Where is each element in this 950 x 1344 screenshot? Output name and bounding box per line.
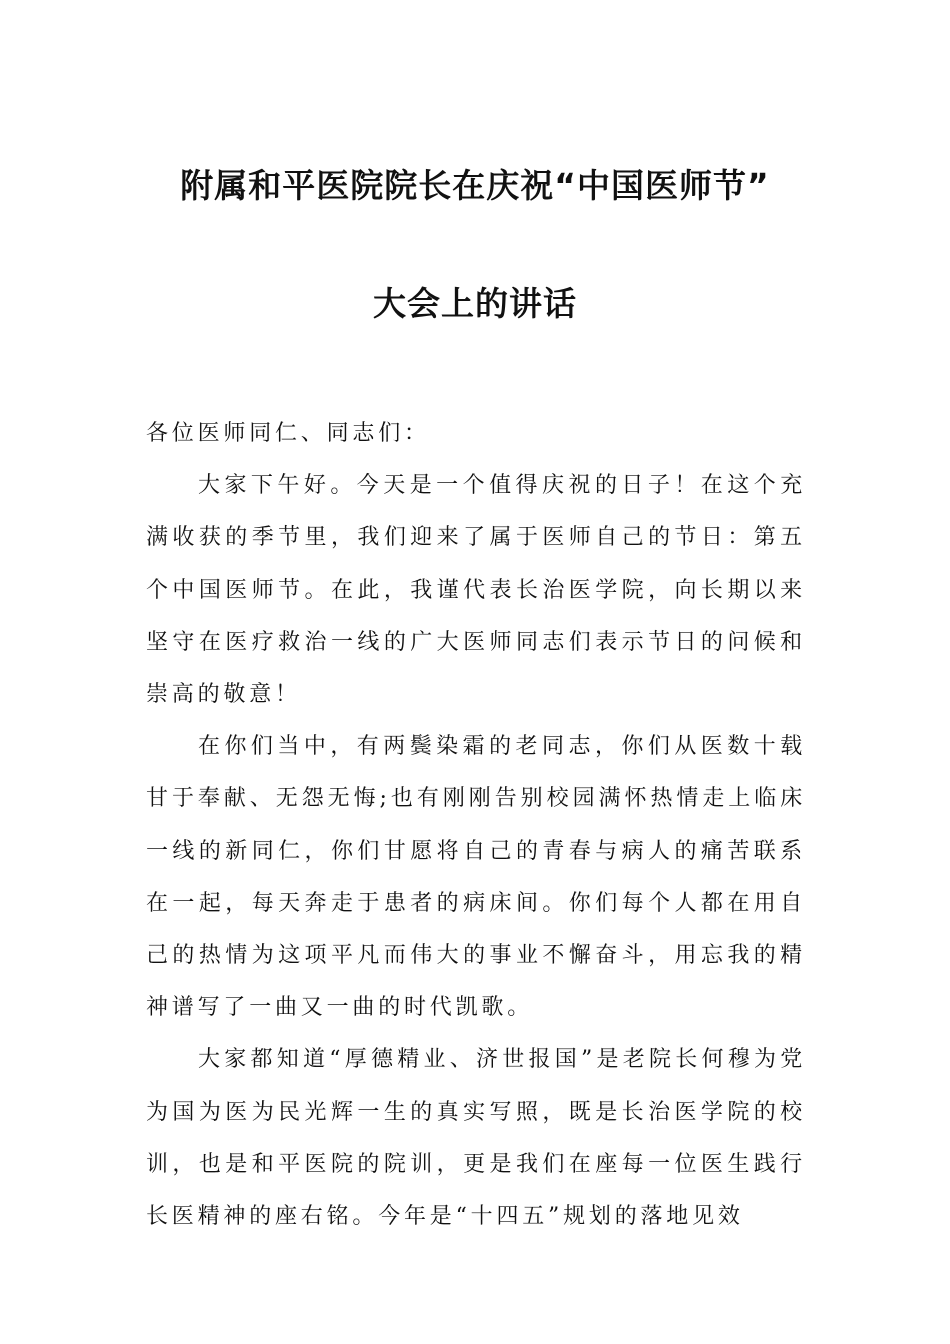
salutation: 各位医师同仁、同志们：	[146, 421, 430, 446]
paragraph-2: 在你们当中，有两鬓染霜的老同志，你们从医数十载甘于奉献、无怨无悔;也有刚刚告别校园满怀热情走上临床一线的新同仁，你们甘愿将自己的青春与病人的痛苦联系在一起，每天奔走于患者的病床间。你们每个人都在用自己的热情为这项平凡而伟大的事业不懈奋斗，用忘我的精神谱写了一曲又一曲的时代凯歌。	[146, 734, 806, 1021]
paragraph-1: 大家下午好。今天是一个值得庆祝的日子！在这个充满收获的季节里，我们迎来了属于医师自己的节日：第五个中国医师节。在此，我谨代表长治医学院，向长期以来坚守在医疗救治一线的广大医师同志们表示节日的问候和崇高的敬意！	[146, 473, 806, 708]
speech-body	[146, 408, 806, 1243]
title-line-1: 附属和平医院院长在庆祝“中国医师节”	[180, 166, 770, 205]
title-line-2: 大会上的讲话	[373, 284, 577, 323]
paragraph-3: 大家都知道“厚德精业、济世报国”是老院长何穆为党为国为医为民光辉一生的真实写照，既是长治医学院的校训，也是和平医院的院训，更是我们在座每一位医生践行长医精神的座右铭。今年是“十四五”规划的落地见效	[146, 1047, 806, 1230]
